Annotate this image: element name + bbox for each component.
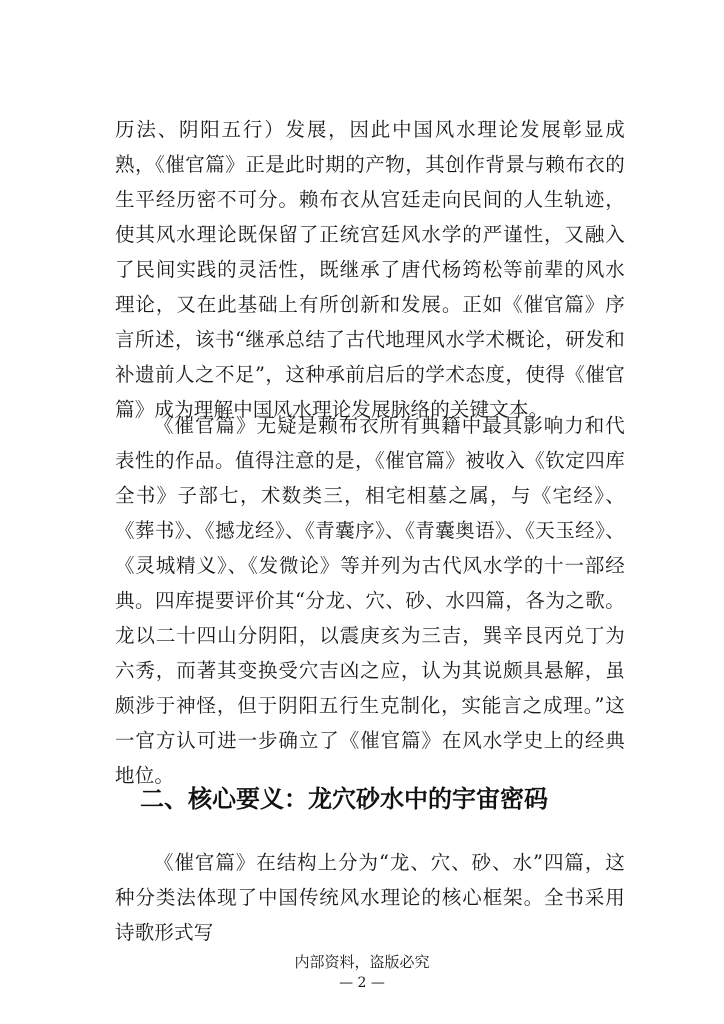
body-paragraph-2: 《催官篇》无疑是赖布衣所有典籍中最具影响力和代表性的作品。值得注意的是，《催官篇》被收入《钦定四库全书》子部七，术数类三，相宅相墓之属，与《宅经》、《葬书》、《撼龙经》、《青囊序》、《青囊奥语》、《天玉经》、《灵城精义》、《发微论》等并列为古代风水学的十一部经典。四库提要评价其“分龙、穴、砂、水四篇，各为之歌。龙以二十四山分阴阳，以震庚亥为三吉，巽辛艮丙兑丁为六秀，而著其变换受穴吉凶之应，认为其说颇具悬解，虽颇涉于神怪，但于阴阳五行生克制化，实能言之成理。”这一官方认可进一步确立了《催官篇》在风水学史上的经典地位。 — [115, 414, 625, 787]
body-paragraph-1: 历法、阴阳五行）发展，因此中国风水理论发展彰显成熟，《催官篇》正是此时期的产物，其创作背景与赖布衣的生平经历密不可分。赖布衣从宫廷走向民间的人生轨迹，使其风水理论既保留了正统宫廷风水学的严谨性，又融入了民间实践的灵活性，既继承了唐代杨筠松等前辈的风水理论，又在此基础上有所创新和发展。正如《催官篇》序言所述，该书“继承总结了古代地理风水学术概论，研发和补遗前人之不足”，这种承前启后的学术态度，使得《催官篇》成为理解中国风水理论发展脉络的关键文本。 — [115, 118, 625, 421]
page-number: — 2 — — [339, 975, 385, 991]
footer-copyright-note: 内部资料，盗版必究 — [294, 953, 430, 971]
body-paragraph-3: 《催官篇》在结构上分为“龙、穴、砂、水”四篇，这种分类法体现了中国传统风水理论的核心框架。全书采用诗歌形式写 — [115, 851, 625, 944]
section-heading: 二、核心要义：龙穴砂水中的宇宙密码 — [140, 785, 548, 813]
